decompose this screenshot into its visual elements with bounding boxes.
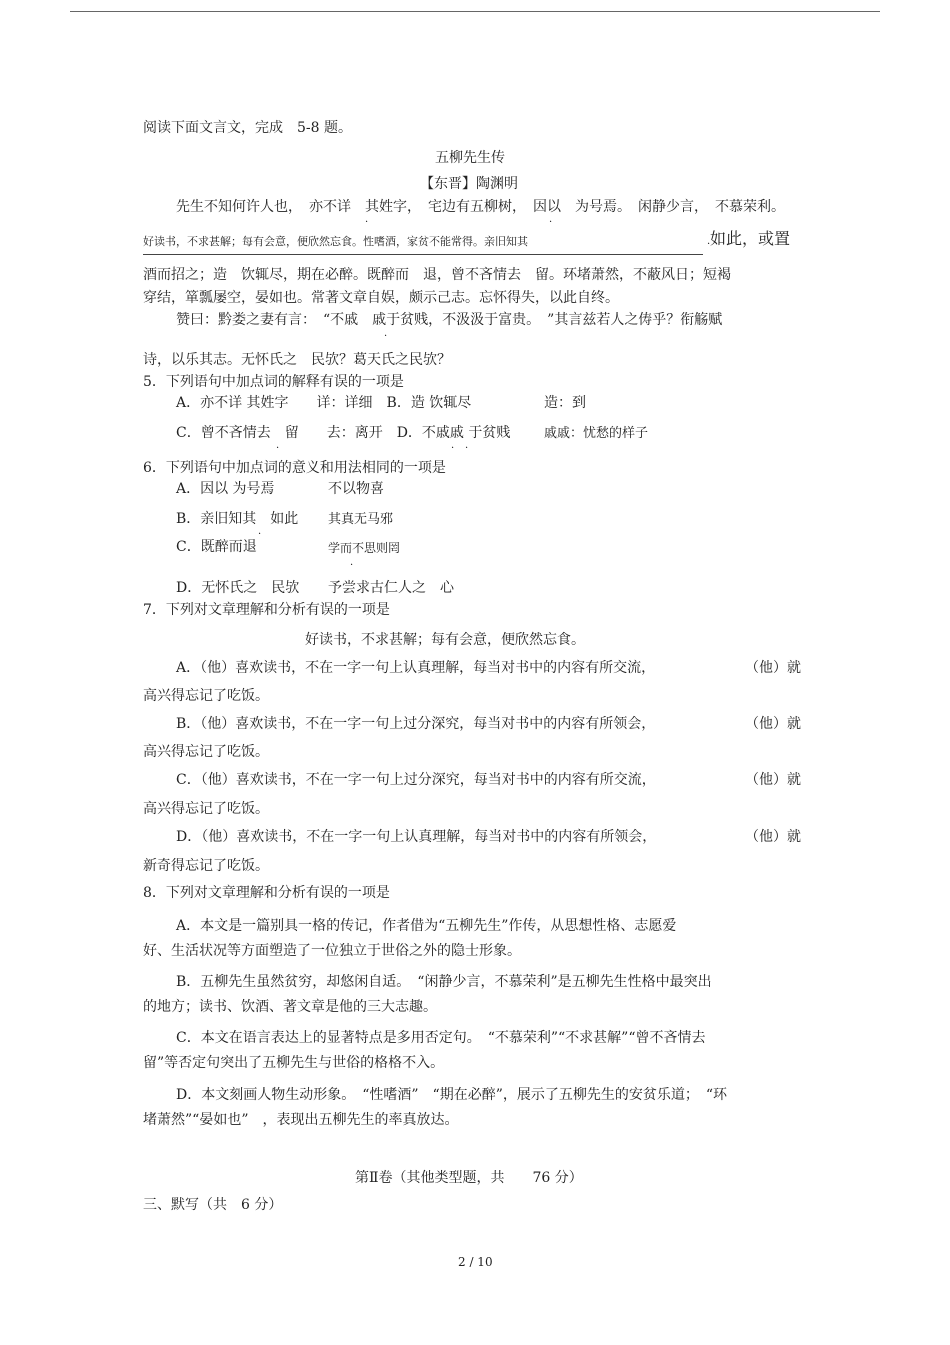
q7-option-d-tail: （他）就 bbox=[745, 829, 801, 845]
q8-option-b-line2: 的地方；读书、饮酒、著文章是他的三大志趣。 bbox=[143, 999, 437, 1015]
passage-author: 【东晋】陶渊明 bbox=[420, 176, 518, 192]
passage-title: 五柳先生传 bbox=[435, 150, 505, 166]
passage-line-6: 诗，以乐其志。无怀氏之 民欤？葛天氏之民欤？ bbox=[143, 352, 451, 368]
emphasis-dot: · bbox=[465, 443, 469, 454]
passage-line-3: 酒而招之；造 饮辄尽，期在必醉。既醉而 退，曾不吝情去 留。环堵萧然，不蔽风日；短褐 bbox=[143, 267, 731, 283]
passage-line-2-tail: 如此，或置 bbox=[710, 229, 791, 248]
q7-option-b-line1: B．（他）喜欢读书，不在一字一句上过分深究，每当对书中的内容有所领会， bbox=[176, 716, 656, 732]
passage-line-5: 赞曰：黔娄之妻有言： “不戚 戚于贫贱，不汲汲于富贵。 ”其言兹若人之俦乎？衔觞赋 bbox=[176, 312, 723, 328]
q8-option-a-line2: 好、生活状况等方面塑造了一位独立于世俗之外的隐士形象。 bbox=[143, 943, 521, 959]
q5-option-d-gloss: 戚戚：忧愁的样子 bbox=[544, 426, 649, 441]
q7-stem: 7．下列对文章理解和分析有误的一项是 bbox=[143, 602, 390, 618]
q5-stem: 5．下列语句中加点词的解释有误的一项是 bbox=[143, 374, 404, 390]
q6-option-d-compare: 予尝求古仁人之 心 bbox=[328, 580, 454, 596]
q8-option-b-line1: B．五柳先生虽然贫穷，却悠闲自适。 “闲静少言，不慕荣利”是五柳先生性格中最突出 bbox=[176, 974, 712, 990]
q6-option-a-compare: 不以物喜 bbox=[328, 481, 384, 497]
q6-option-a: A．因以 为号焉 bbox=[176, 481, 275, 497]
emphasis-dot: · bbox=[549, 217, 553, 228]
q6-stem: 6．下列语句中加点词的意义和用法相同的一项是 bbox=[143, 460, 446, 476]
emphasis-dot: · bbox=[276, 443, 280, 454]
q6-option-d: D．无怀氏之 民欤 bbox=[176, 580, 300, 596]
q7-option-c-line1: C．（他）喜欢读书，不在一字一句上过分深究，每当对书中的内容有所交流， bbox=[176, 772, 656, 788]
q7-option-b-line2: 高兴得忘记了吃饭。 bbox=[143, 744, 269, 760]
q8-option-d-line2: 堵萧然”“晏如也” ，表现出五柳先生的率真放达。 bbox=[143, 1112, 459, 1128]
q7-option-d-line1: D．（他）喜欢读书，不在一字一句上认真理解，每当对书中的内容有所领会， bbox=[176, 829, 657, 845]
q8-option-a-line1: A．本文是一篇别具一格的传记，作者借为“五柳先生”作传，从思想性格、志愿爱 bbox=[176, 918, 677, 934]
emphasis-dot: · bbox=[365, 217, 369, 228]
q5-option-b-gloss: 造：到 bbox=[544, 395, 586, 411]
q8-option-d-line1: D．本文刻画人物生动形象。 “性嗜酒” “期在必醉”，展示了五柳先生的安贫乐道； “环 bbox=[176, 1087, 728, 1103]
section-3-heading: 三、默写（共 6 分） bbox=[143, 1197, 283, 1213]
passage-underline bbox=[143, 254, 703, 255]
emphasis-dot: · bbox=[707, 239, 711, 250]
q8-option-c-line2: 留”等否定句突出了五柳先生与世俗的格格不入。 bbox=[143, 1055, 445, 1071]
passage-line-4: 穿结，箪瓢屡空，晏如也。常著文章自娱，颇示己志。忘怀得失，以此自终。 bbox=[143, 290, 619, 306]
q7-option-a-tail: （他）就 bbox=[745, 660, 801, 676]
q8-option-c-line1: C．本文在语言表达上的显著特点是多用否定句。 “不慕荣利”“不求甚解”“曾不吝情去 bbox=[176, 1030, 706, 1046]
q7-option-d-line2: 新奇得忘记了吃饭。 bbox=[143, 858, 269, 874]
q7-option-a-line1: A．（他）喜欢读书，不在一字一句上认真理解，每当对书中的内容有所交流， bbox=[176, 660, 656, 676]
emphasis-dot: · bbox=[451, 443, 455, 454]
page-number: 2 / 10 bbox=[458, 1255, 493, 1269]
q5-option-a-b: A．亦不详 其姓字 详：详细 B．造 饮辄尽 bbox=[176, 395, 472, 411]
q6-option-b-compare: 其真无马邪 bbox=[328, 512, 394, 527]
q6-option-c-compare: 学而不思则罔 bbox=[328, 541, 401, 555]
passage-line-2-small: 好读书，不求甚解；每有会意，便欣然忘食。性嗜酒，家贫不能常得。亲旧知其 bbox=[143, 235, 528, 248]
q6-option-c: C．既醉而退 bbox=[176, 539, 257, 555]
section-2-heading: 第Ⅱ卷（其他类型题，共 76 分） bbox=[355, 1170, 583, 1186]
emphasis-dot: · bbox=[258, 529, 262, 540]
top-rule bbox=[70, 11, 880, 12]
passage-line-1: 先生不知何许人也， 亦不详 其姓字， 宅边有五柳树， 因以 为号焉。 闲静少言， 不慕荣利。 bbox=[176, 199, 785, 215]
q7-option-c-tail: （他）就 bbox=[745, 772, 801, 788]
q5-option-c-d: C．曾不吝情去 留 去：离开 D．不戚戚 于贫贱 bbox=[176, 425, 511, 441]
q8-stem: 8．下列对文章理解和分析有误的一项是 bbox=[143, 885, 390, 901]
intro-instruction: 阅读下面文言文，完成 5-8 题。 bbox=[143, 120, 352, 136]
q7-option-c-line2: 高兴得忘记了吃饭。 bbox=[143, 801, 269, 817]
q6-option-b: B．亲旧知其 如此 bbox=[176, 511, 299, 527]
q7-option-a-line2: 高兴得忘记了吃饭。 bbox=[143, 688, 269, 704]
q7-option-b-tail: （他）就 bbox=[745, 716, 801, 732]
q7-quote: 好读书，不求甚解；每有会意，便欣然忘食。 bbox=[305, 632, 585, 648]
emphasis-dot: · bbox=[350, 560, 354, 571]
emphasis-dot: · bbox=[384, 331, 388, 342]
